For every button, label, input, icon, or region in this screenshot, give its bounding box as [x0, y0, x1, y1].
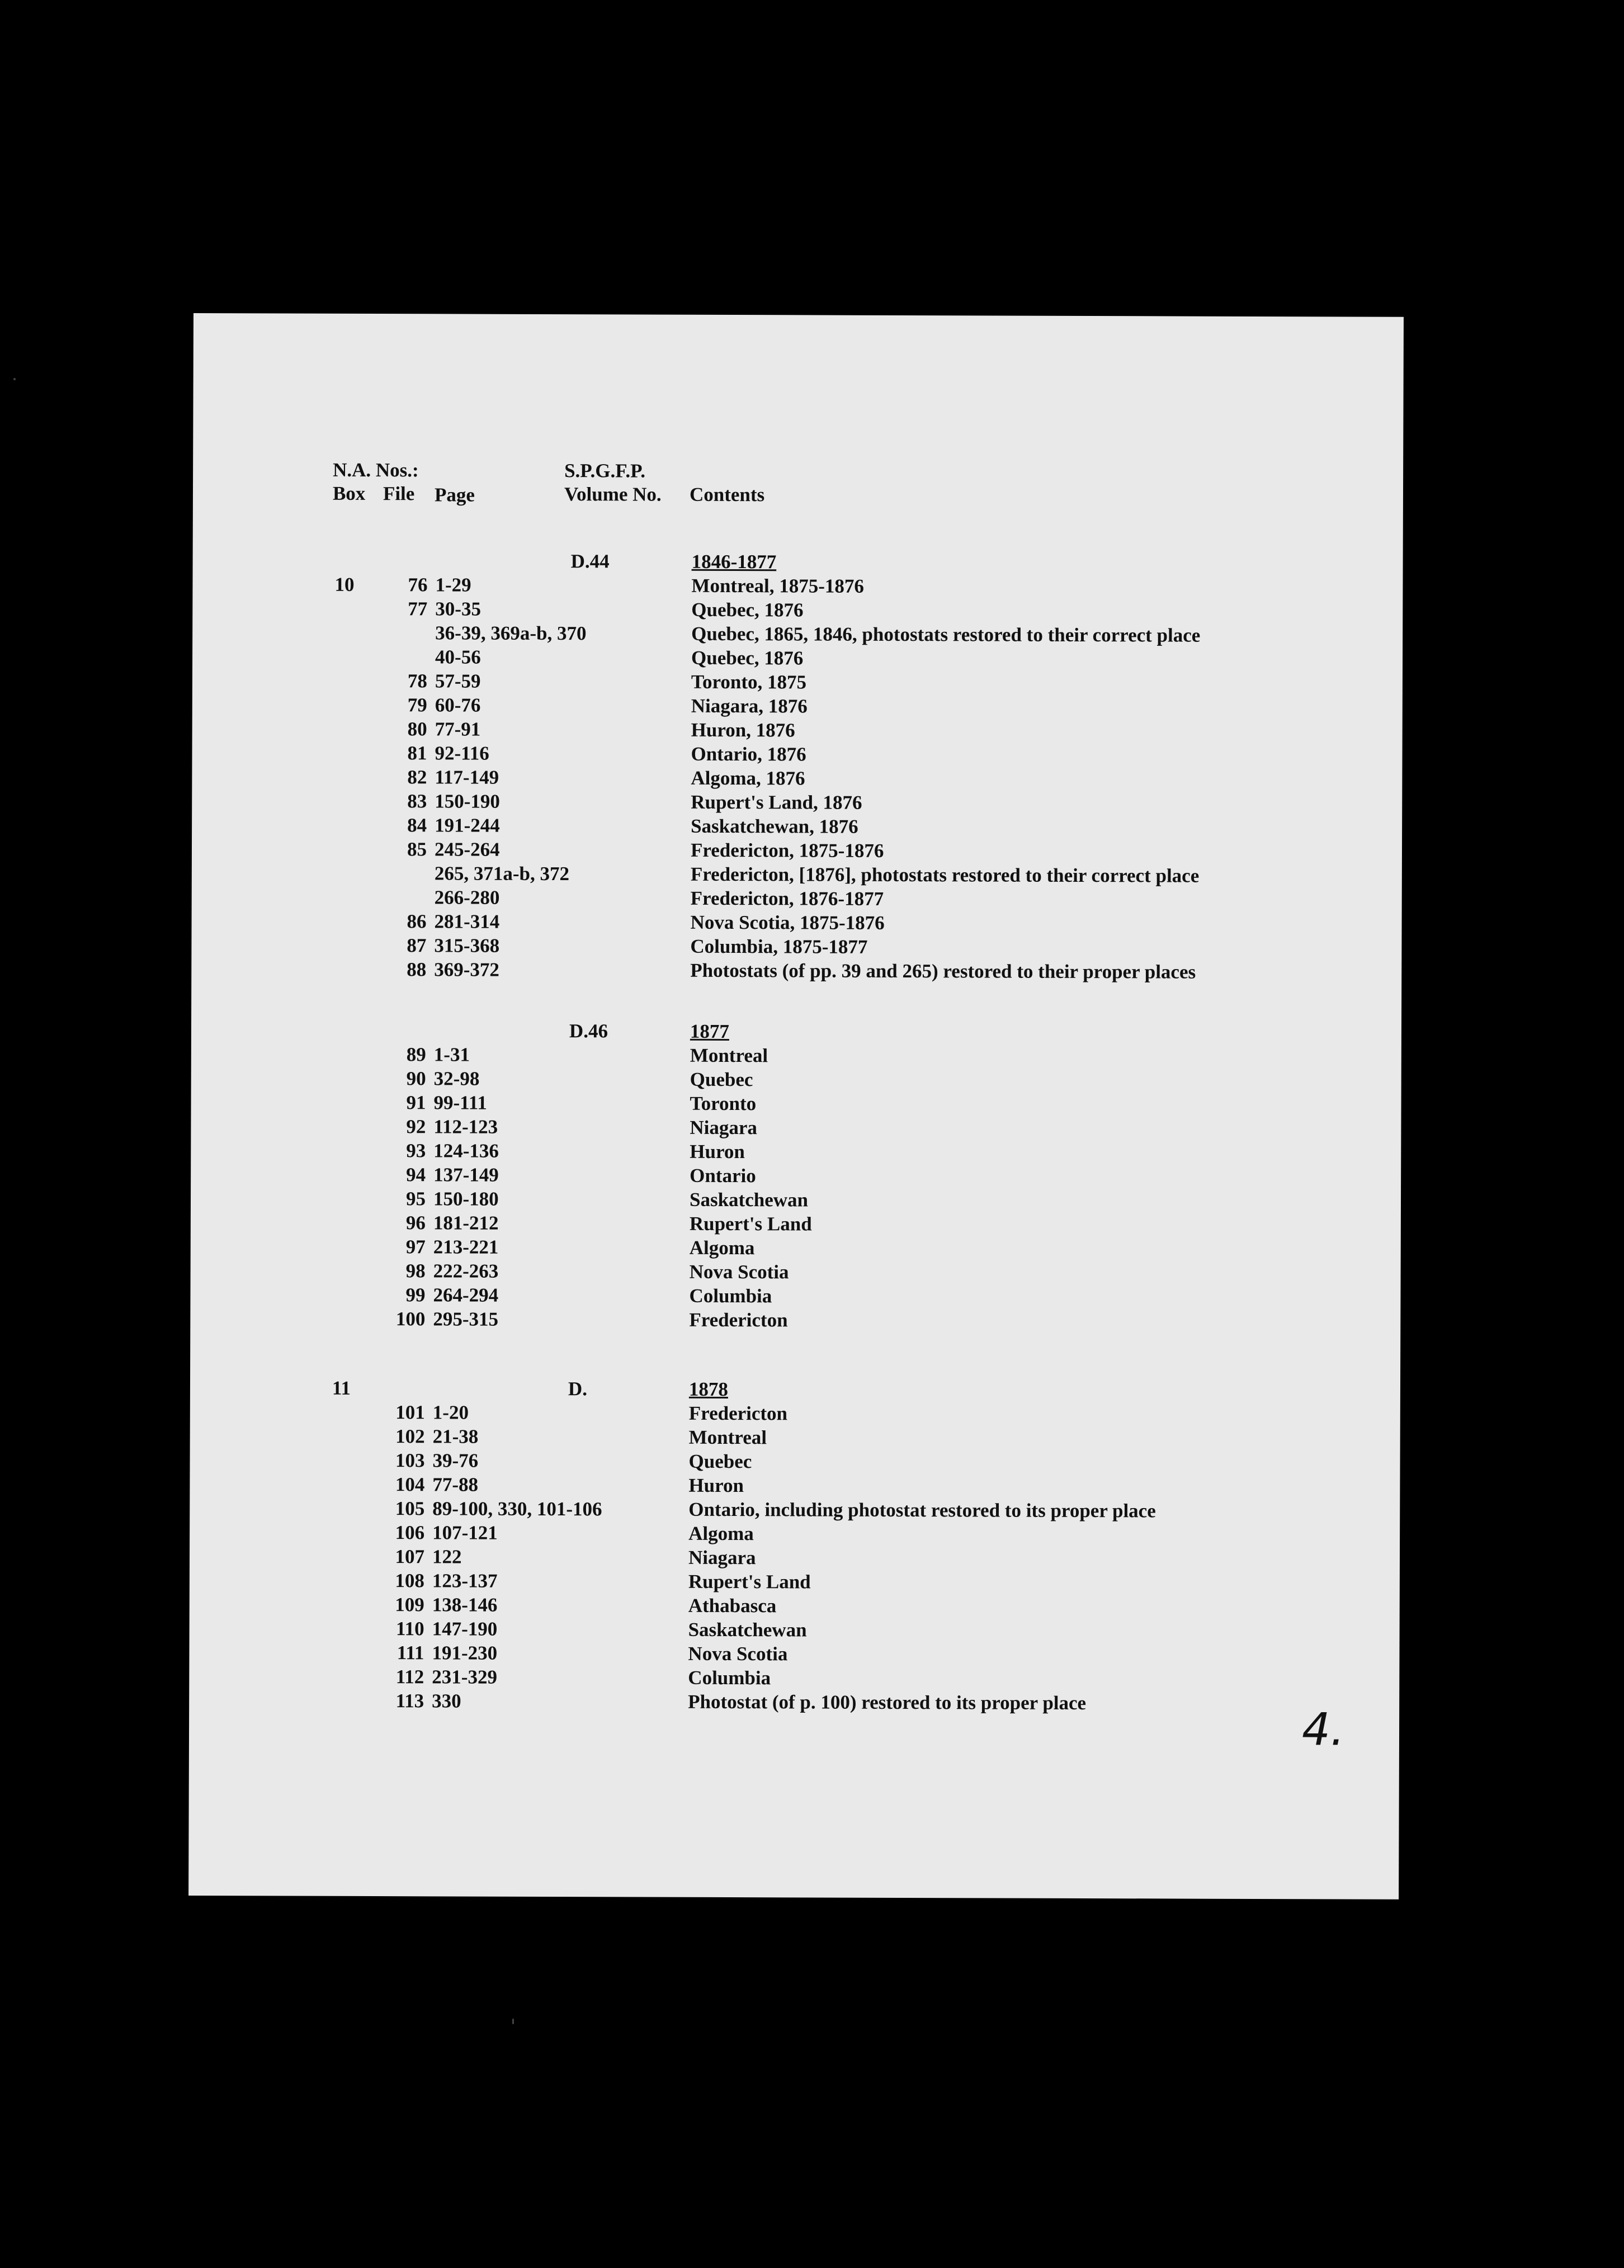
file-number: 111	[396, 1642, 424, 1664]
contents-text: Quebec, 1876	[691, 646, 804, 669]
table-row	[192, 572, 1403, 600]
page-range: 21-38	[432, 1425, 479, 1448]
page-range: 77-91	[435, 718, 481, 740]
entry-list	[191, 572, 1403, 985]
table-row	[190, 1448, 1400, 1476]
page-range: 147-190	[432, 1618, 498, 1640]
file-number: 101	[395, 1401, 425, 1424]
contents-text: Rupert's Land, 1876	[691, 791, 862, 814]
page-range: 1-20	[432, 1401, 469, 1424]
scan-speck	[512, 2019, 514, 2024]
page-range: 137-149	[433, 1164, 499, 1186]
contents-text: Toronto, 1875	[691, 670, 807, 693]
file-number: 100	[395, 1308, 426, 1330]
table-row	[191, 1114, 1401, 1142]
scan-speck	[13, 378, 16, 380]
file-number: 88	[407, 958, 427, 981]
contents-text: Huron, 1876	[691, 719, 795, 741]
volume-heading-row	[190, 1376, 1400, 1404]
volume-heading-row	[193, 548, 1403, 576]
contents-text: Algoma, 1876	[691, 767, 805, 790]
table-row	[190, 1282, 1400, 1310]
contents-text: Columbia, 1875-1877	[690, 935, 868, 958]
file-number: 106	[395, 1522, 425, 1544]
contents-text: Quebec	[688, 1450, 752, 1473]
table-row	[190, 1616, 1400, 1644]
volume-section	[189, 1376, 1400, 1716]
table-row	[190, 1400, 1400, 1428]
volume-heading-row	[191, 1018, 1401, 1046]
table-row	[191, 1090, 1401, 1118]
page-range: 266-280	[434, 886, 500, 909]
volume-section	[191, 548, 1403, 985]
file-number: 81	[407, 742, 427, 764]
page-range: 222-263	[433, 1260, 499, 1282]
contents-text: Athabasca	[688, 1594, 777, 1617]
contents-text: Columbia	[689, 1284, 772, 1307]
page-range: 57-59	[435, 670, 481, 692]
page-range: 30-35	[435, 598, 481, 620]
page-range: 122	[432, 1546, 462, 1568]
contents-text: Montreal, 1875-1876	[691, 574, 865, 597]
file-number: 102	[395, 1425, 425, 1448]
page-range: 124-136	[433, 1140, 499, 1162]
contents-text: Fredericton, [1876], photostats restored to their correct place	[690, 863, 1200, 887]
table-row	[191, 1234, 1401, 1262]
file-number: 82	[407, 766, 427, 788]
contents-text: Montreal	[688, 1426, 767, 1449]
page-range: 150-190	[435, 790, 500, 812]
file-number: 107	[395, 1546, 425, 1568]
contents-text: Nova Scotia, 1875-1876	[690, 911, 885, 934]
contents-text: Algoma	[688, 1522, 754, 1545]
contents-text: Ontario	[690, 1164, 756, 1187]
file-number: 94	[406, 1164, 426, 1186]
file-number: 95	[405, 1188, 426, 1210]
table-row	[190, 1568, 1400, 1596]
file-number: 109	[395, 1594, 424, 1616]
file-number: 79	[407, 694, 427, 716]
table-row	[192, 837, 1402, 864]
page-range: 150-180	[433, 1188, 499, 1210]
file-number: 76	[408, 574, 428, 596]
section-box-number: 11	[332, 1377, 351, 1399]
table-row	[190, 1592, 1400, 1620]
volume-number: D.44	[570, 550, 610, 573]
page-number: 4.	[1301, 1703, 1345, 1756]
contents-text: Huron	[690, 1140, 745, 1163]
table-row	[189, 1640, 1399, 1668]
table-row	[192, 764, 1402, 792]
contents-text: Ontario, including photostat restored to its proper place	[688, 1498, 1156, 1522]
page-range: 92-116	[435, 742, 489, 764]
volume-section	[190, 1018, 1401, 1334]
contents-text: Niagara	[688, 1546, 756, 1569]
header-na-nos: N.A. Nos.:	[333, 459, 419, 481]
volume-years: 1846-1877	[691, 550, 777, 573]
file-number: 92	[406, 1116, 426, 1138]
table-row	[191, 1066, 1401, 1094]
page-range: 231-329	[432, 1666, 498, 1688]
file-number: 93	[406, 1140, 426, 1162]
box-number: 10	[334, 573, 355, 596]
contents-text: Saskatchewan	[688, 1618, 807, 1641]
page-range: 191-230	[432, 1642, 498, 1664]
contents-text: Quebec	[690, 1068, 753, 1091]
page-range: 32-98	[433, 1067, 480, 1090]
volume-number: D.	[568, 1378, 588, 1400]
file-number: 99	[405, 1284, 426, 1306]
file-number: 84	[407, 814, 427, 837]
header-volume: Volume No.	[564, 483, 662, 505]
contents-text: Algoma	[689, 1236, 755, 1259]
table-row	[192, 861, 1402, 889]
header-box: Box	[332, 482, 366, 504]
table-row	[191, 1138, 1401, 1166]
page-range: 77-88	[432, 1473, 479, 1496]
contents-text: Fredericton, 1876-1877	[690, 887, 884, 910]
entry-list	[190, 1042, 1401, 1334]
contents-text: Rupert's Land	[688, 1570, 811, 1593]
contents-text: Quebec, 1876	[691, 598, 804, 621]
contents-text: Toronto	[690, 1092, 757, 1115]
page-range: 117-149	[435, 766, 499, 788]
table-row	[192, 668, 1403, 696]
table-row	[191, 1186, 1401, 1214]
table-row	[190, 1544, 1400, 1572]
file-number: 78	[407, 670, 427, 692]
table-row	[192, 885, 1402, 913]
file-number: 108	[395, 1570, 424, 1592]
entry-list	[189, 1400, 1400, 1716]
page-range: 265, 371a-b, 372	[434, 862, 570, 885]
table-row	[190, 1472, 1400, 1500]
contents-text: Nova Scotia	[688, 1642, 788, 1665]
table-row	[190, 1424, 1400, 1452]
header-page: Page	[434, 484, 475, 506]
contents-text: Saskatchewan	[689, 1188, 809, 1211]
file-number: 110	[395, 1618, 424, 1640]
contents-text: Rupert's Land	[689, 1212, 812, 1235]
file-number: 97	[405, 1236, 426, 1258]
table-row	[192, 788, 1402, 816]
file-number: 98	[405, 1260, 426, 1282]
page-range: 112-123	[433, 1116, 498, 1138]
page-range: 369-372	[434, 958, 500, 981]
contents-text: Fredericton	[689, 1308, 788, 1331]
table-row	[190, 1496, 1400, 1524]
page-range: 191-244	[435, 814, 500, 837]
page-range: 245-264	[434, 838, 500, 861]
contents-text: Fredericton, 1875-1876	[690, 839, 884, 862]
header-file: File	[383, 483, 415, 505]
file-number: 91	[406, 1092, 426, 1114]
table-row	[192, 644, 1403, 672]
page-range: 107-121	[432, 1522, 498, 1544]
page-range: 264-294	[433, 1284, 499, 1306]
file-number: 77	[408, 598, 428, 620]
contents-text: Quebec, 1865, 1846, photostats restored to their correct place	[691, 622, 1201, 646]
contents-text: Ontario, 1876	[691, 743, 806, 766]
contents-text: Nova Scotia	[689, 1260, 789, 1283]
page-range: 1-29	[435, 574, 471, 596]
file-number: 86	[407, 910, 427, 933]
table-row	[190, 1520, 1400, 1548]
page-range: 138-146	[432, 1594, 498, 1616]
volume-years: 1877	[690, 1020, 730, 1043]
page-range: 99-111	[433, 1092, 487, 1114]
document-page	[188, 313, 1404, 1900]
page-range: 40-56	[435, 646, 481, 668]
volume-years: 1878	[688, 1378, 729, 1401]
header-spgfp: S.P.G.F.P.	[564, 460, 646, 482]
header-contents: Contents	[689, 483, 765, 506]
table-row	[192, 596, 1403, 624]
page-range: 281-314	[434, 910, 500, 933]
file-number: 103	[395, 1449, 425, 1472]
file-number: 90	[406, 1067, 426, 1090]
page-range: 181-212	[433, 1212, 499, 1234]
table-row	[192, 692, 1403, 720]
page-range: 89-100, 330, 101-106	[432, 1497, 602, 1520]
page-range: 315-368	[434, 934, 500, 957]
page-range: 39-76	[432, 1449, 479, 1472]
page-range: 213-221	[433, 1236, 499, 1258]
table-row	[191, 933, 1401, 961]
page-range: 295-315	[433, 1308, 499, 1330]
file-number: 89	[406, 1043, 426, 1066]
contents-text: Niagara	[690, 1116, 758, 1139]
file-number: 96	[405, 1212, 426, 1234]
contents-text: Columbia	[688, 1666, 771, 1689]
table-row	[191, 1042, 1401, 1070]
contents-text: Huron	[688, 1474, 744, 1497]
page-range: 330	[432, 1690, 461, 1712]
file-number: 85	[407, 838, 427, 861]
table-row	[191, 1258, 1401, 1286]
table-row	[192, 909, 1402, 937]
page-range: 123-137	[432, 1570, 498, 1592]
file-number: 105	[395, 1497, 425, 1520]
contents-text: Niagara, 1876	[691, 694, 808, 717]
table-row	[192, 620, 1403, 648]
contents-text: Saskatchewan, 1876	[691, 815, 858, 838]
table-row	[189, 1688, 1399, 1716]
file-number: 104	[395, 1473, 425, 1496]
table-row	[191, 1210, 1401, 1238]
file-number: 113	[395, 1690, 424, 1712]
table-row	[192, 740, 1402, 768]
file-number: 83	[407, 790, 427, 812]
page-range: 60-76	[435, 694, 481, 716]
contents-text: Fredericton	[688, 1402, 788, 1425]
table-row	[192, 716, 1403, 744]
table-row	[190, 1306, 1400, 1334]
contents-text: Photostats (of pp. 39 and 265) restored to their proper places	[690, 959, 1196, 983]
contents-text: Montreal	[690, 1044, 768, 1067]
table-row	[191, 957, 1401, 985]
table-row	[191, 1162, 1401, 1190]
table-row	[192, 812, 1402, 840]
page-range: 36-39, 369a-b, 370	[435, 622, 587, 645]
contents-text: Photostat (of p. 100) restored to its proper place	[688, 1690, 1087, 1714]
volume-number: D.46	[569, 1020, 608, 1042]
file-number: 112	[395, 1666, 424, 1688]
file-number: 80	[407, 718, 427, 740]
file-number: 87	[407, 934, 427, 957]
table-row	[189, 1664, 1399, 1692]
page-range: 1-31	[433, 1043, 470, 1066]
